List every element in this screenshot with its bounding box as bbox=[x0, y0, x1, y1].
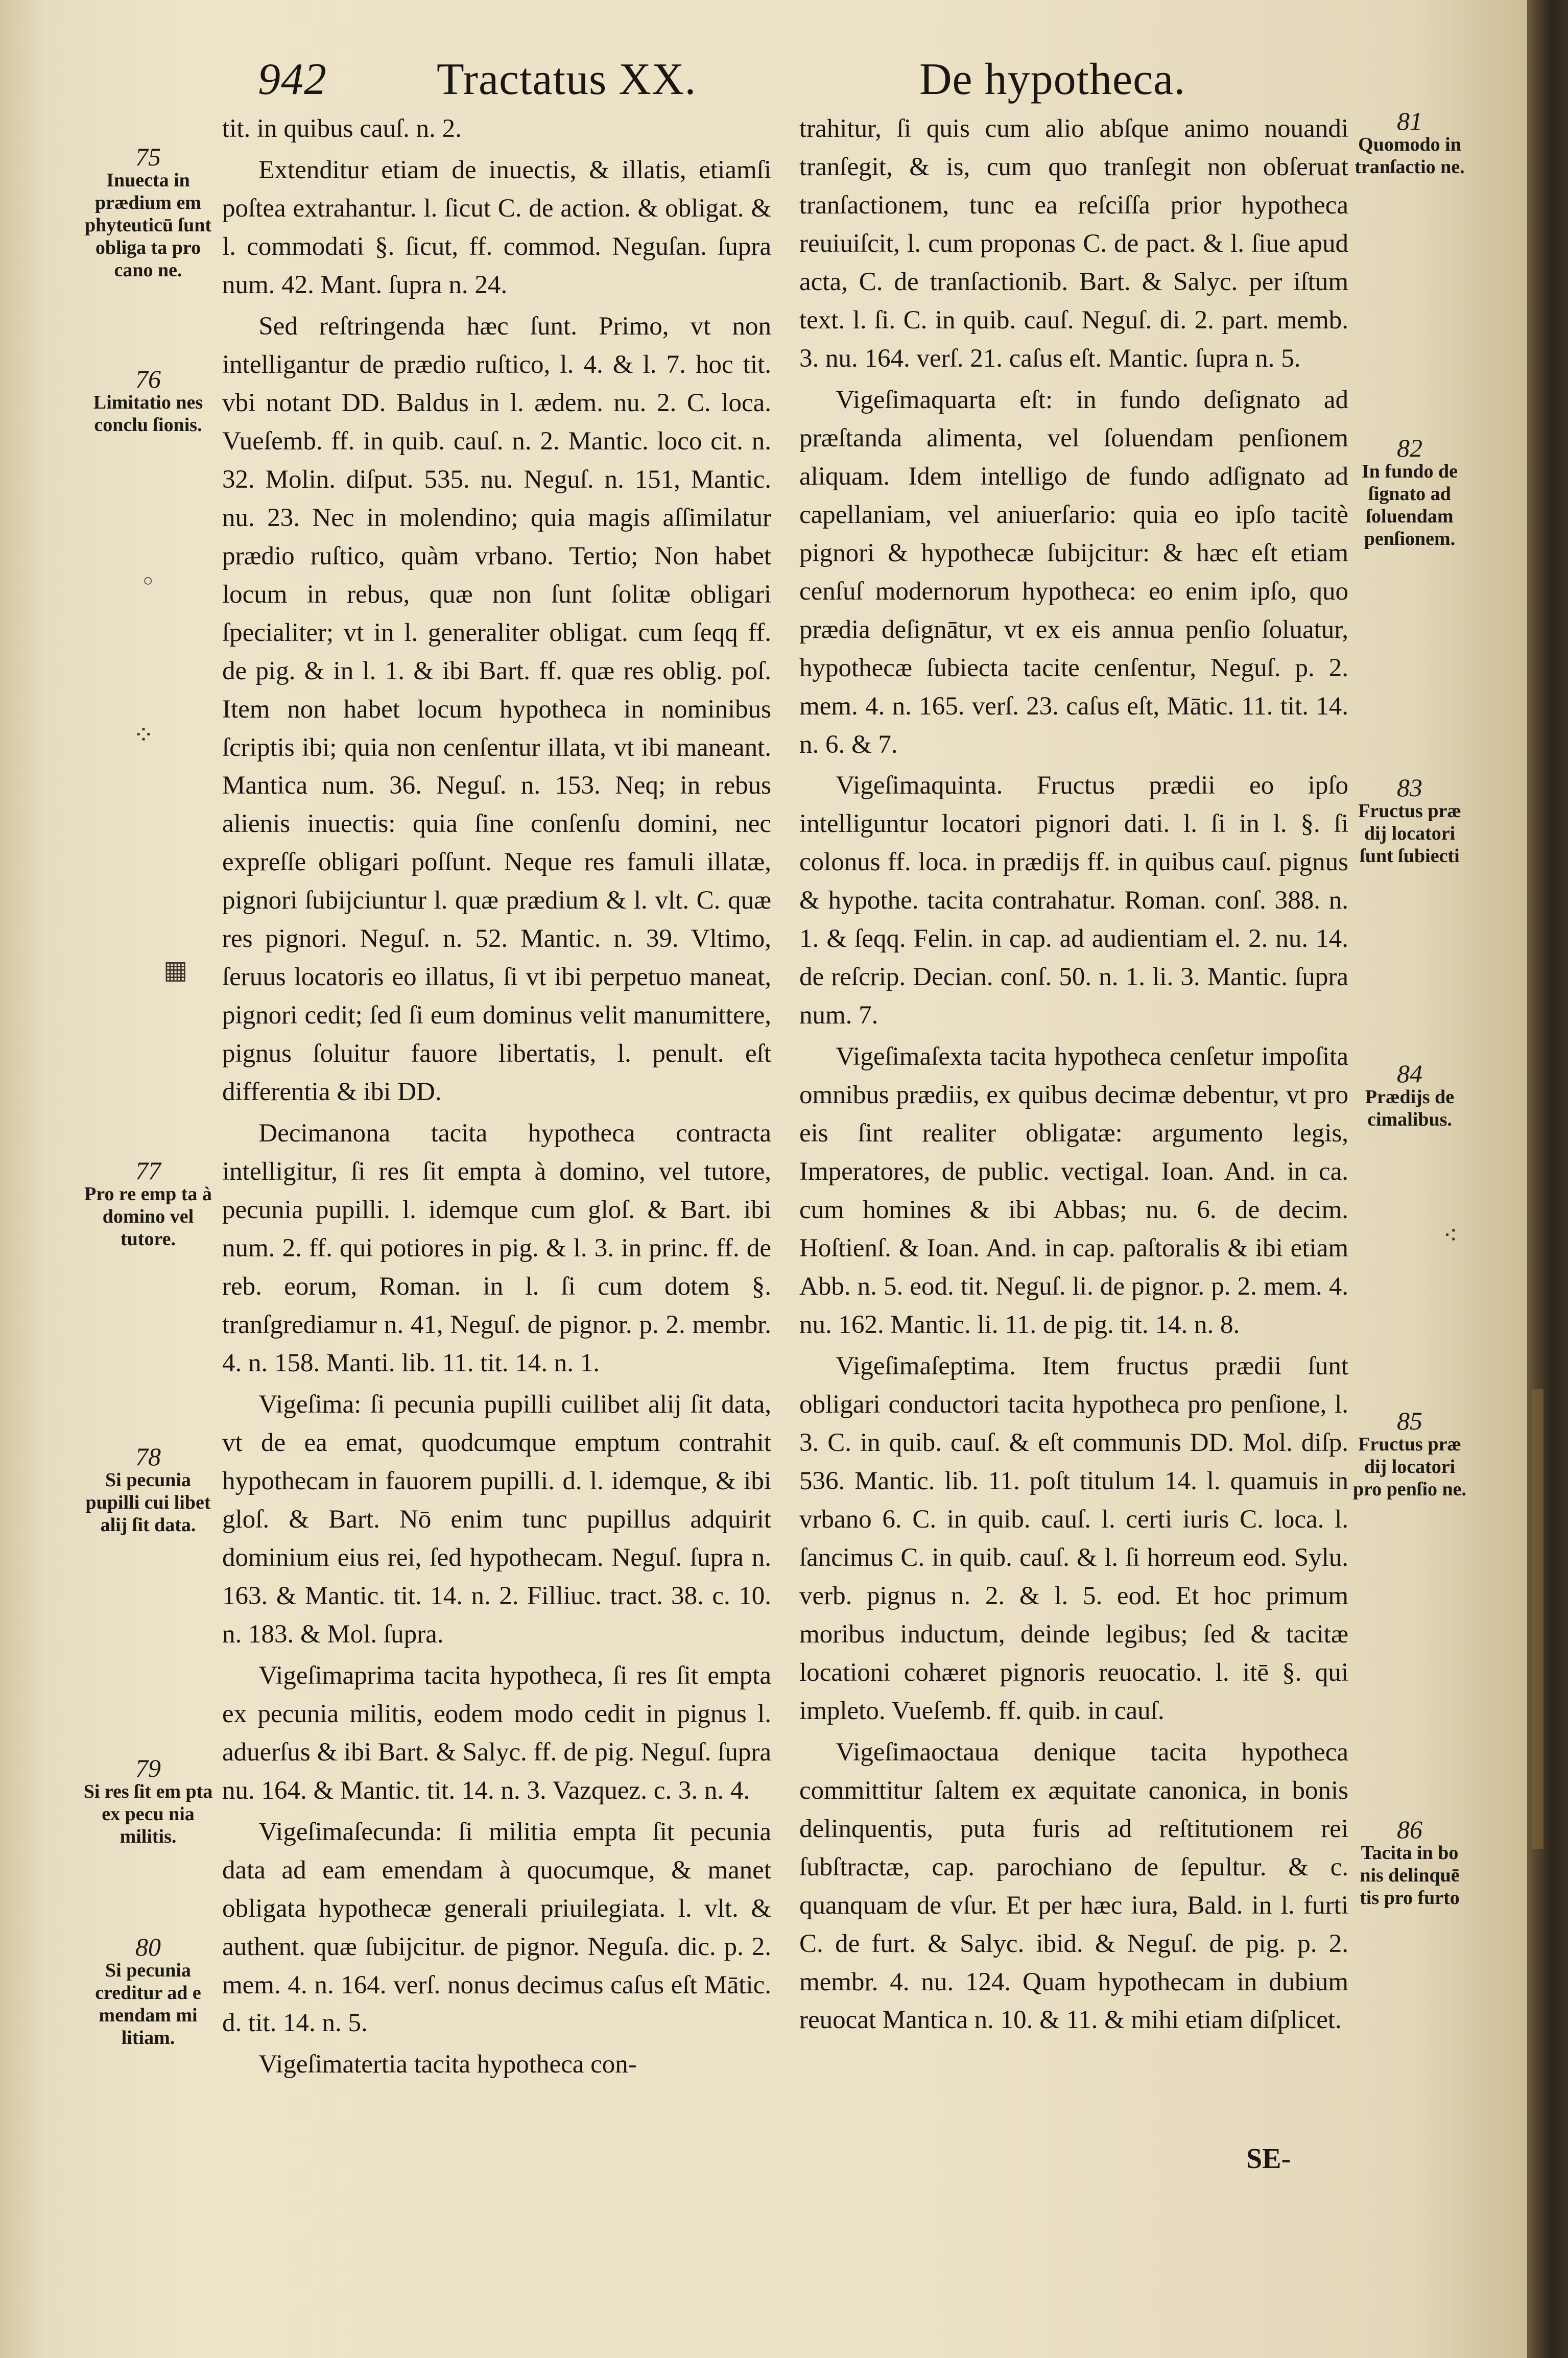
margin-note: 81 Quomodo in tranſactio ne. bbox=[1355, 107, 1465, 178]
paragraph: Decimanona tacita hypotheca contracta intelligitur, ſi res ſit empta à domino, vel tutore, pecunia pupilli. l. idemque cum gloſ. & Bart. ibi num. 2. ff. qui potiores in pig. & l. 3. in princ. ff. de reb. eorum, Roman. in l. ſi cum dotem §. tranſgrediamur n. 41, Neguſ. de pignor. p. 2. membr. 4. n. 158. Manti. lib. 11. tit. 14. n. 1. bbox=[222, 1119, 771, 1377]
margin-note: 82 In fundo de ſignato ad ſoluendam penſionem. bbox=[1362, 434, 1458, 550]
margin-note: 75 Inuecta in prædium em phyteuticū ſunt obliga ta pro cano ne. bbox=[84, 142, 212, 281]
right-text-column bbox=[799, 110, 1348, 2039]
running-title: Tractatus XX. bbox=[437, 55, 697, 104]
book-fore-edge bbox=[1527, 0, 1568, 2358]
running-subtitle: De hypotheca. bbox=[919, 55, 1186, 104]
paragraph: Vigeſima: ſi pecunia pupilli cuilibet alij ſit data, vt de ea emat, quodcumque emptum contrahit hypothecam in fauorem pupilli. d. l. idemque, & ibi gloſ. & Bart. Nō enim tunc pupillus adquirit dominium eius rei, ſed hypothecam. Neguſ. ſupra n. 163. & Mantic. tit. 14. n. 2. Filliuc. tract. 38. c. 10. n. 183. & Mol. ſupra. bbox=[222, 1390, 771, 1649]
paragraph: tit. in quibus cauſ. n. 2. bbox=[222, 114, 462, 143]
paragraph: Sed reſtringenda hæc ſunt. Primo, vt non intelligantur de prædio ruſtico, l. 4. & l. 7. hoc tit. vbi notant DD. Baldus in l. ædem. nu. 2. C. loca. Vueſemb. ff. in quib. cauſ. n. 2. Mantic. loco cit. n. 32. Molin. diſput. 535. nu. Neguſ. n. 151, Mantic. nu. 23. Nec in molendino; quia magis aſſimilatur prædio ruſtico, quàm vrbano. Tertio; Non habet locum in rebus, quæ non ſunt ſolitæ obligari ſpecialiter; vt in l. generaliter obligat. cum ſeqq ff. de pig. & in l. 1. & ibi Bart. ff. quæ res oblig. poſ. Item non habet locum hypotheca in nominibus ſcriptis ibi; quia non cenſentur illata, vt ibi maneant. Mantica num. 36. Neguſ. n. 153. Neq; in rebus alienis inuectis: quia ſine conſenſu domini, nec expreſſe obligari poſſunt. Neque res famuli illatæ, pignori ſubijciuntur l. quæ prædium & l. vlt. C. quæ res pignori. Neguſ. n. 52. Mantic. n. 39. Vltimo, ſeruus locatoris eo illatus, ſi vt ibi perpetuo maneat, pignori cedit; ſed ſi eum dominus velit manumittere, pignus ſoluitur fauore libertatis, l. penult. eſt differentia & ibi DD. bbox=[222, 312, 771, 1107]
paragraph: Vigeſimatertia tacita hypotheca con- bbox=[258, 2050, 637, 2079]
ink-blot: ▦ bbox=[163, 955, 188, 985]
margin-note: 80 Si pecunia creditur ad e mendam mi litiam. bbox=[95, 1933, 201, 2049]
margin-note: 85 Fructus præ dij locatori pro penſio ne. bbox=[1352, 1407, 1467, 1500]
paragraph: Vigeſimaprima tacita hypotheca, ſi res ſit empta ex pecunia militis, eodem modo cedit in pignus l. aduerſus & ibi Bart. & Salyc. ff. de pig. Neguſ. ſupra nu. 164. & Mantic. tit. 14. n. 3. Vazquez. c. 3. n. 4. bbox=[222, 1661, 771, 1805]
page-number: 942 bbox=[258, 55, 327, 104]
paragraph: Vigeſimaquinta. Fructus prædii eo ipſo intelliguntur locatori pignori dati. l. ſi in l. §. ſi colonus ff. loca. in prædijs ff. in quibus cauſ. pignus & hypothe. tacita contrahatur. Roman. conſ. 388. n. 1. & ſeqq. Felin. in cap. ad audientiam el. 2. nu. 14. de reſcrip. Decian. conſ. 50. n. 1. li. 3. Mantic. ſupra num. 7. bbox=[799, 771, 1348, 1030]
paragraph: Vigeſimaoctaua denique tacita hypotheca committitur ſaltem ex æquitate canonica, in bonis delinquentis, puta furis ad reſtitutionem rei ſubſtractæ, cap. parochiano de ſepultur. & c. quanquam de vſur. Et per hæc iura, Bald. in l. furti C. de furt. & Salyc. ibid. & Neguſ. de pig. p. 2. membr. 4. nu. 124. Quam hypothecam in dubium reuocat Mantica n. 10. & 11. & mihi etiam diſplicet. bbox=[799, 1737, 1348, 2035]
margin-note: 78 Si pecunia pupilli cui libet alij ſit data. bbox=[85, 1442, 211, 1536]
paragraph: Vigeſimaquarta eſt: in fundo deſignato ad præſtanda alimenta, vel ſoluendam penſionem aliquam. Idem intelligo de fundo adſignato ad capellaniam, vel aniuerſario: quia eo ipſo tacitè pignori & hypothecæ ſubijcitur: & hæc eſt etiam cenſuſ modernorum hypotheca: eo enim ipſo, quo prædia deſignātur, vt ex eis annua penſio ſoluatur, hypothecæ ſubiecta tacite cenſentur, Neguſ. p. 2. mem. 4. n. 165. verſ. 23. caſus eſt, Mātic. 11. tit. 14. n. 6. & 7. bbox=[799, 385, 1348, 759]
margin-note: 79 Si res ſit em pta ex pecu nia militis. bbox=[83, 1754, 213, 1847]
margin-note: 84 Prædijs de cimalibus. bbox=[1365, 1059, 1455, 1130]
paragraph: Vigeſimaſeptima. Item fructus prædii ſunt obligari conductori tacita hypotheca pro penſione, l. 3. C. in quib. cauſ. & eſt communis DD. Mol. diſp. 536. Mantic. lib. 11. poſt titulum 14. l. quamuis in vrbano 6. C. in quib. cauſ. l. certi iuris C. loca. l. ſancimus C. in quib. cauſ. & l. ſi horreum eod. Sylu. verb. pignus n. 2. & l. 5. eod. Et hoc primum moribus inductum, deinde legibus; ſed & tacitæ locationi cohæret pignoris reuocatio. l. itē §. qui impleto. Vueſemb. ff. quib. in cauſ. bbox=[799, 1352, 1348, 1725]
ink-blot: ◦ bbox=[140, 567, 156, 597]
ink-blot: ⁘ bbox=[133, 720, 154, 750]
margin-note: 77 Pro re emp ta à domino vel tutore. bbox=[84, 1156, 212, 1250]
ink-blot: ⁖ bbox=[1443, 1221, 1458, 1250]
paragraph: trahitur, ſi quis cum alio abſque animo nouandi tranſegit, & is, cum quo tranſegit non obſeruat tranſactionem, tunc ea reſciſſa prior hypotheca reuiuiſcit, l. cum proponas C. de pact. & l. ſiue apud acta, C. de tranſactionib. Bart. & Salyc. per iſtum text. l. ſi. C. in quib. cauſ. Neguſ. di. 2. part. memb. 3. nu. 164. verſ. 21. caſus eſt. Mantic. ſupra n. 5. bbox=[799, 114, 1348, 373]
left-text-column bbox=[222, 110, 771, 2084]
paragraph: Extenditur etiam de inuectis, & illatis, etiamſi poſtea extrahantur. l. ſicut C. de action. & obligat. & l. commodati §. ſicut, ff. commod. Neguſan. ſupra num. 42. Mant. ſupra n. 24. bbox=[222, 155, 771, 299]
margin-note: 86 Tacita in bo nis delinquē tis pro furto bbox=[1360, 1815, 1460, 1909]
margin-note: 83 Fructus præ dij locatori ſunt ſubiecti bbox=[1358, 773, 1461, 867]
margin-note: 76 Limitatio nes conclu ſionis. bbox=[93, 365, 203, 436]
catchword: SE- bbox=[1246, 2143, 1291, 2175]
paragraph: Vigeſimaſecunda: ſi militia empta ſit pecunia data ad eam emendam à quocumque, & manet obligata hypothecæ generali priuilegiata. l. vlt. & authent. quæ ſubijcitur. de pignor. Neguſa. dic. p. 2. mem. 4. n. 164. verſ. nonus decimus caſus eſt Mātic. d. tit. 14. n. 5. bbox=[222, 1817, 771, 2038]
paragraph: Vigeſimaſexta tacita hypotheca cenſetur impoſita omnibus prædiis, ex quibus decimæ debentur, vt pro eis ſint realiter obligatæ: argumento legis, Imperatores, de public. vectigal. Ioan. And. in ca. cum homines & ibi Abbas; nu. 6. de decim. Hoſtienſ. & Ioan. And. in cap. paſtoralis & ibi etiam Abb. n. 5. eod. tit. Neguſ. li. de pignor. p. 2. mem. 4. nu. 162. Mantic. li. 11. de pig. tit. 14. n. 8. bbox=[799, 1042, 1348, 1340]
